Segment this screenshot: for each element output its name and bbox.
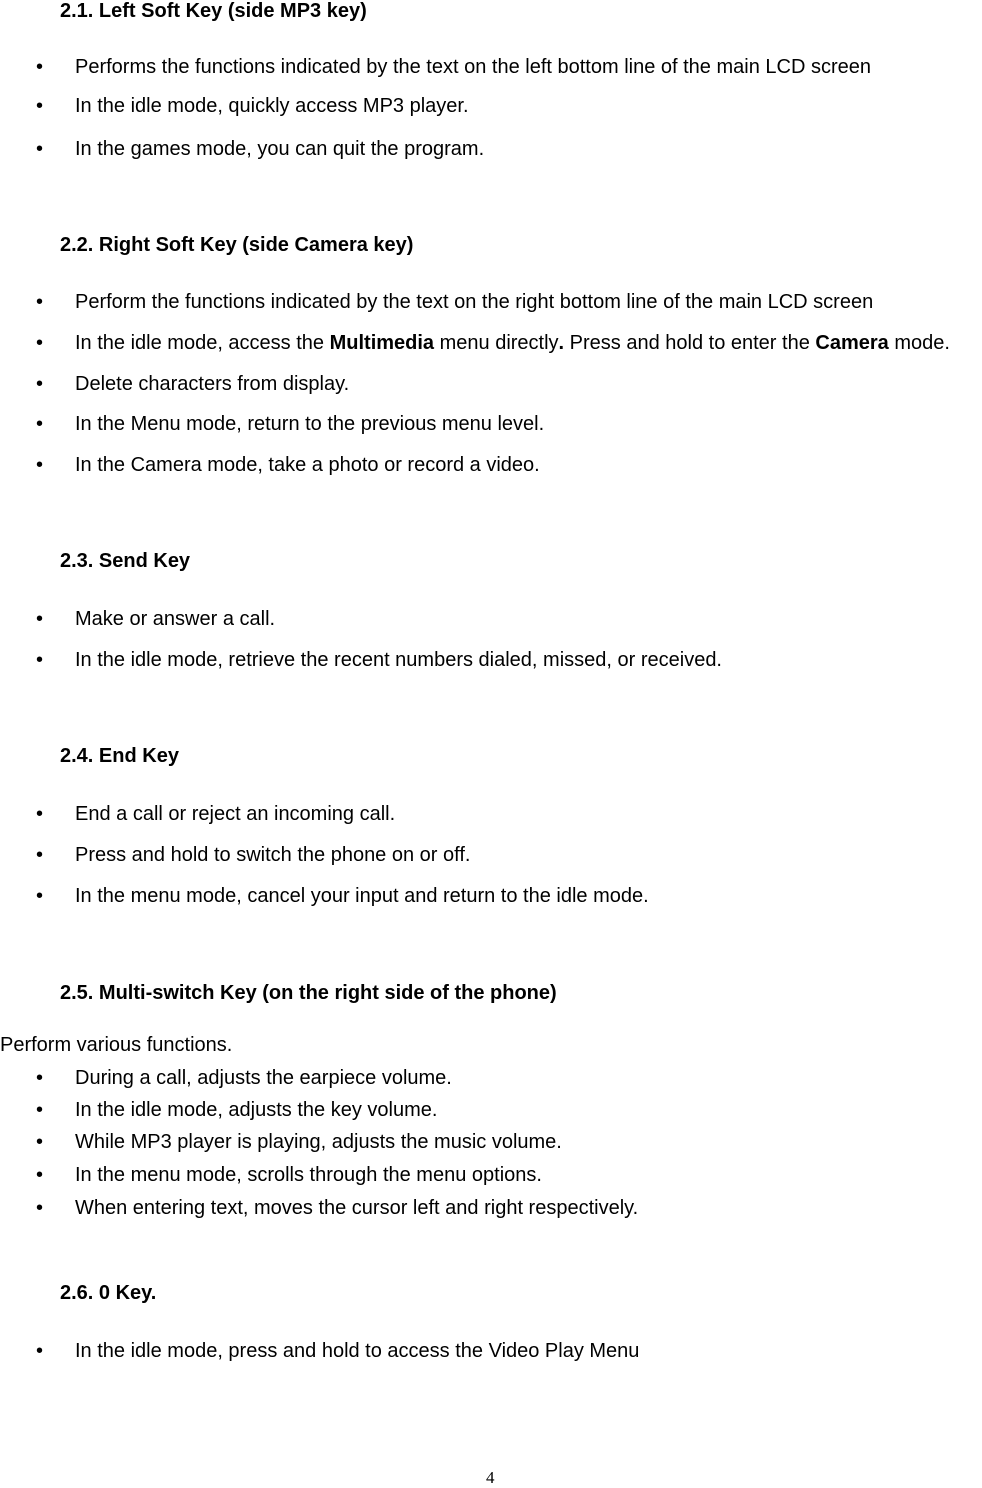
section-heading-2-6: 2.6. 0 Key. [60,1282,157,1304]
bullet-icon: • [36,1340,44,1362]
bullet-icon: • [36,1164,44,1186]
section-heading-2-1: 2.1. Left Soft Key (side MP3 key) [60,0,367,22]
section-heading-2-5: 2.5. Multi-switch Key (on the right side of the phone) [60,982,557,1004]
bullet-icon: • [36,413,44,435]
page-number: 4 [486,1468,495,1487]
bullet-icon: • [36,844,44,866]
bullet-icon: • [36,95,44,117]
bullet-icon: • [36,332,44,354]
bullet-icon: • [36,649,44,671]
section-heading-2-2: 2.2. Right Soft Key (side Camera key) [60,234,414,256]
bullet-icon: • [36,1067,44,1089]
bullet-icon: • [36,885,44,907]
bullet-icon: • [36,1099,44,1121]
bullet-icon: • [36,373,44,395]
bullet-icon: • [36,454,44,476]
bullet-icon: • [36,291,44,313]
bullet-icon: • [36,1131,44,1153]
section-heading-2-4: 2.4. End Key [60,745,179,767]
bullet-icon: • [36,138,44,160]
bullet-icon: • [36,56,44,78]
section-intro: Perform various functions. [0,1034,233,1056]
section-heading-2-3: 2.3. Send Key [60,550,191,572]
bullet-icon: • [36,1197,44,1219]
bullet-icon: • [36,803,44,825]
bullet-icon: • [36,608,44,630]
